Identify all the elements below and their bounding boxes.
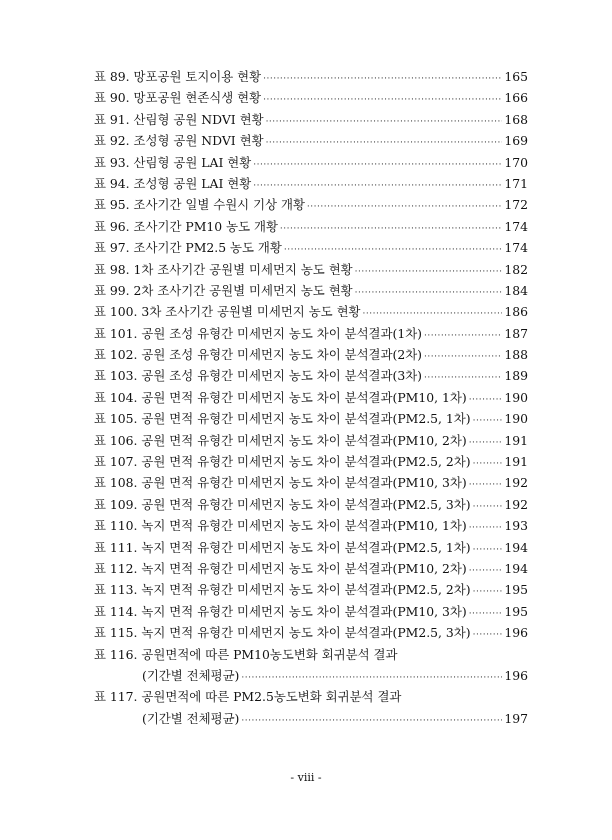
dot-leader <box>253 155 502 176</box>
entry-title: 표 108. 공원 면적 유형간 미세먼지 농도 차이 분석결과(PM10, 3차) <box>94 475 467 491</box>
toc-entry[interactable] <box>94 686 528 707</box>
toc-entry[interactable] <box>94 451 528 472</box>
entry-title: 표 90. 망포공원 현존식생 현황 <box>94 90 262 106</box>
entry-page-number: 196 <box>504 625 528 641</box>
dot-leader <box>280 219 502 240</box>
dot-leader <box>473 411 503 432</box>
entry-title: 표 95. 조사기간 일별 수원시 기상 개황 <box>94 197 305 213</box>
toc-entry[interactable] <box>94 601 528 622</box>
entry-title: 표 89. 망포공원 토지이용 현황 <box>94 69 262 84</box>
entry-page-number: 190 <box>504 411 528 427</box>
entry-title: 표 102. 공원 조성 유형간 미세먼지 농도 차이 분석결과(2차) <box>94 347 423 363</box>
entry-title: 표 114. 녹지 면적 유형간 미세먼지 농도 차이 분석결과(PM10, 3차) <box>94 603 467 619</box>
toc-entry[interactable] <box>94 280 528 301</box>
dot-leader <box>473 625 503 646</box>
entry-page-number: 174 <box>504 218 528 234</box>
toc-entry[interactable] <box>94 173 528 194</box>
entry-page-number: 192 <box>504 496 528 512</box>
toc-entry[interactable] <box>94 644 528 665</box>
toc-entry[interactable] <box>94 323 528 344</box>
dot-leader <box>307 197 502 218</box>
entry-page-number: 169 <box>504 133 528 149</box>
toc-entry-continuation[interactable] <box>94 665 528 686</box>
entry-page-number: 172 <box>504 197 528 213</box>
entry-title: 표 104. 공원 면적 유형간 미세먼지 농도 차이 분석결과(PM10, 1차) <box>94 389 467 405</box>
entry-title: 표 115. 녹지 면적 유형간 미세먼지 농도 차이 분석결과(PM2.5, 3차) <box>94 625 471 641</box>
entry-page-number: 188 <box>504 347 528 363</box>
toc-entry[interactable] <box>94 87 528 108</box>
dot-leader <box>469 433 503 454</box>
entry-page-number: 170 <box>504 154 528 170</box>
toc-entry[interactable] <box>94 472 528 493</box>
toc-entry[interactable] <box>94 194 528 215</box>
entry-page-number: 184 <box>504 282 528 298</box>
entry-title: 표 97. 조사기간 PM2.5 농도 개황 <box>94 240 282 256</box>
dot-leader <box>469 518 503 539</box>
entry-title-continued: (기간별 전체평균) <box>142 710 240 726</box>
entry-title: 표 117. 공원면적에 따른 PM2.5농도변화 회귀분석 결과 <box>94 689 402 705</box>
entry-page-number: 165 <box>504 69 528 84</box>
dot-leader <box>424 347 502 368</box>
entry-title: 표 107. 공원 면적 유형간 미세먼지 농도 차이 분석결과(PM2.5, 2차) <box>94 454 471 470</box>
toc-entry[interactable] <box>94 494 528 515</box>
entry-page-number: 195 <box>504 603 528 619</box>
entry-page-number: 174 <box>504 240 528 256</box>
toc-entry[interactable] <box>94 216 528 237</box>
dot-leader <box>469 561 503 582</box>
dot-leader <box>469 475 503 496</box>
entry-page-number: 190 <box>504 389 528 405</box>
dot-leader <box>266 133 503 154</box>
dot-leader <box>263 69 502 90</box>
entry-title: 표 113. 녹지 면적 유형간 미세먼지 농도 차이 분석결과(PM2.5, 2차) <box>94 582 471 598</box>
entry-title: 표 101. 공원 조성 유형간 미세먼지 농도 차이 분석결과(1차) <box>94 325 423 341</box>
toc-entry[interactable] <box>94 515 528 536</box>
dot-leader <box>473 454 503 475</box>
dot-leader <box>424 326 502 347</box>
entry-page-number: 187 <box>504 325 528 341</box>
entry-title: 표 103. 공원 조성 유형간 미세먼지 농도 차이 분석결과(3차) <box>94 368 423 384</box>
entry-page-number: 196 <box>504 667 528 683</box>
dot-leader <box>469 390 503 411</box>
entry-title: 표 116. 공원면적에 따른 PM10농도변화 회귀분석 결과 <box>94 646 398 662</box>
entry-title: 표 93. 산림형 공원 LAI 현황 <box>94 154 252 170</box>
entry-title: 표 92. 조성형 공원 NDVI 현황 <box>94 133 264 149</box>
entry-page-number: 189 <box>504 368 528 384</box>
toc-entry-continuation[interactable] <box>94 708 528 729</box>
page-number-footer: - viii - <box>290 771 322 784</box>
dot-leader <box>263 90 502 111</box>
toc-entry[interactable] <box>94 301 528 322</box>
entry-title: 표 109. 공원 면적 유형간 미세먼지 농도 차이 분석결과(PM2.5, 3차) <box>94 496 471 512</box>
toc-entry[interactable] <box>94 558 528 579</box>
toc-entry[interactable] <box>94 387 528 408</box>
entry-page-number: 186 <box>504 304 528 320</box>
entry-title: 표 110. 녹지 면적 유형간 미세먼지 농도 차이 분석결과(PM10, 1차) <box>94 518 467 534</box>
toc-entry[interactable] <box>94 109 528 130</box>
entry-page-number: 194 <box>504 560 528 576</box>
entry-title: 표 100. 3차 조사기간 공원별 미세먼지 농도 현황 <box>94 304 361 320</box>
entry-page-number: 194 <box>504 539 528 555</box>
entry-page-number: 182 <box>504 261 528 277</box>
entry-title: 표 112. 녹지 면적 유형간 미세먼지 농도 차이 분석결과(PM10, 2차) <box>94 560 467 576</box>
entry-title: 표 105. 공원 면적 유형간 미세먼지 농도 차이 분석결과(PM2.5, 1차) <box>94 411 471 427</box>
entry-title-continued: (기간별 전체평균) <box>142 667 240 683</box>
toc-entry[interactable] <box>94 408 528 429</box>
toc-entry[interactable] <box>94 537 528 558</box>
toc-entry[interactable] <box>94 365 528 386</box>
toc-entry[interactable] <box>94 430 528 451</box>
entry-title: 표 111. 녹지 면적 유형간 미세먼지 농도 차이 분석결과(PM2.5, 1차) <box>94 539 471 555</box>
entry-page-number: 193 <box>504 518 528 534</box>
toc-entry[interactable] <box>94 66 528 87</box>
dot-leader <box>473 582 503 603</box>
entry-page-number: 197 <box>504 710 528 726</box>
dot-leader <box>469 604 503 625</box>
toc-entry[interactable] <box>94 152 528 173</box>
entry-title: 표 94. 조성형 공원 LAI 현황 <box>94 175 252 191</box>
toc-entry[interactable] <box>94 622 528 643</box>
entry-title: 표 106. 공원 면적 유형간 미세먼지 농도 차이 분석결과(PM10, 2차) <box>94 432 467 448</box>
entry-title: 표 99. 2차 조사기간 공원별 미세먼지 농도 현황 <box>94 282 353 298</box>
entry-page-number: 192 <box>504 475 528 491</box>
dot-leader <box>473 497 503 518</box>
toc-entry[interactable] <box>94 579 528 600</box>
entry-page-number: 195 <box>504 582 528 598</box>
entry-title: 표 96. 조사기간 PM10 농도 개황 <box>94 218 278 234</box>
toc-entry[interactable] <box>94 237 528 258</box>
dot-leader <box>473 540 503 561</box>
dot-leader <box>266 112 503 133</box>
entry-page-number: 171 <box>504 175 528 191</box>
dot-leader <box>355 283 503 304</box>
toc-entry[interactable] <box>94 259 528 280</box>
entry-page-number: 191 <box>504 432 528 448</box>
dot-leader <box>355 262 503 283</box>
toc-entry[interactable] <box>94 130 528 151</box>
entry-title: 표 98. 1차 조사기간 공원별 미세먼지 농도 현황 <box>94 261 353 277</box>
toc-entry[interactable] <box>94 344 528 365</box>
table-of-contents <box>94 66 528 729</box>
entry-page-number: 168 <box>504 111 528 127</box>
entry-title: 표 91. 산림형 공원 NDVI 현황 <box>94 111 264 127</box>
entry-page-number: 191 <box>504 454 528 470</box>
dot-leader <box>241 711 502 732</box>
entry-page-number: 166 <box>504 90 528 106</box>
